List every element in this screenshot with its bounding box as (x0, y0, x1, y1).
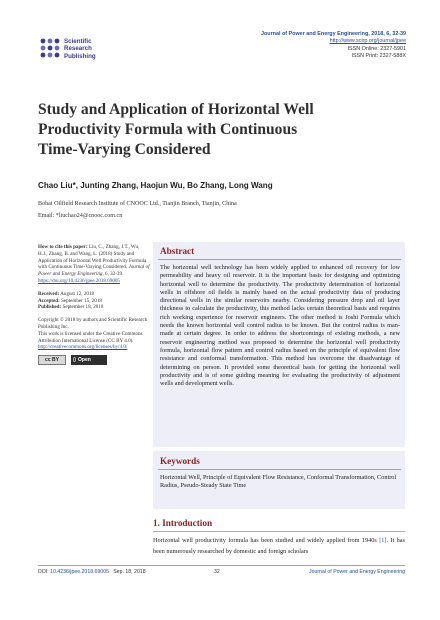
reference-link[interactable]: [1] (379, 537, 387, 544)
cc-by-badge[interactable]: cc BY (38, 355, 66, 365)
footer-doi-link[interactable]: 10.4236/jpee.2018.69005 (50, 569, 109, 575)
cite-volume: , 6, 32-39. (102, 271, 124, 278)
published-value: September 18, 2018 (62, 304, 104, 311)
issn-print: ISSN Print: 2327-588X (351, 53, 406, 60)
keywords-text: Horizontal Well, Principle of Equivalent Flow Resistance, Conformal Transformation, Control Radius, Pseudo-Steady State Time (160, 474, 397, 490)
received-date (38, 291, 150, 298)
received-value: August 12, 2018 (60, 290, 95, 297)
article-info-column (38, 244, 150, 374)
how-to-cite (38, 244, 150, 285)
introduction-text (153, 536, 405, 557)
received-label: Received: (38, 290, 60, 297)
footer-divider (38, 565, 405, 566)
abstract-divider (158, 259, 401, 260)
journal-url-link[interactable]: http://www.scirp.org/journal/jpee (329, 38, 406, 45)
publisher-logo-icon (38, 36, 62, 60)
issn-online: ISSN Online: 2327-5901 (347, 45, 406, 52)
paper-title (38, 100, 398, 160)
abstract-text: The horizontal well technology has been widely applied to enhanced oil recovery for low permeability and heavy oil reservoir. It is the important basis for designing and optimizing horizontal well to determine the productivity. The productivity determination of horizontal wells in offshore oil fields is mainly based on the actual productivity data of producing directional wells in the similar reservoirs nearby. Considering pressure drop and oil layer thickness to calculate the productivity, this method lacks certain theoretical basis and requires rich working experience for reservoir engineers. The other method is Joshi Formula which needs the known horizontal well control radius to be known. But the control radius is man-made at certain degree. In order to address the shortcomings of existing methods, a new reservoir engineering method was proposed to determine the horizontal well productivity formula, horizontal flow pattern and control radius based on the principle of equivalent flow resistance and conformal transformation. This method has overcome the disadvantage of determining on person. It provided some theoretical basis for getting the horizontal well productivity and is of some guiding meaning for evaluating the productivity of adjustment wells and development wells. (160, 264, 400, 388)
open-lock-icon (73, 357, 76, 362)
footer-date: Sep. 18, 2018 (113, 569, 146, 575)
keywords-heading: Keywords (160, 456, 200, 466)
title-line: Productivity Formula with Continuous (38, 121, 298, 138)
copyright-text: Copyright © 2018 by authors and Scientific Research Publishing Inc. (38, 317, 148, 330)
intro-text-part: Horizontal well productivity formula has been studied and widely applied from 1940s (153, 537, 380, 544)
accepted-value: September 15, 2018 (61, 297, 102, 304)
copyright-notice (38, 317, 150, 351)
license-link[interactable]: http://creativecommons.org/licenses/by/4.0/ (38, 344, 128, 351)
publisher-name-line: Scientific (64, 38, 92, 45)
affiliation: Bohai Oilfield Research Institute of CNOOC Ltd., Tianjin Branch, Tianjin, China (38, 201, 237, 207)
introduction-heading: 1. Introduction (153, 518, 213, 528)
journal-header (261, 31, 406, 61)
journal-citation: Journal of Power and Energy Engineering, 2018, 6, 32-39 (261, 31, 406, 37)
title-line: Study and Application of Horizontal Well (38, 101, 314, 118)
cite-doi-link[interactable]: https://doi.org/10.4236/jpee.2018.69005 (38, 277, 120, 284)
published-date (38, 304, 150, 311)
footer-doi-prefix: DOI: (38, 569, 51, 575)
author-list: Chao Liu*, Junting Zhang, Haojun Wu, Bo Zhang, Long Wang (38, 181, 273, 190)
title-line: Time-Varying Considered (38, 141, 211, 158)
open-access-badge[interactable] (71, 355, 107, 374)
abstract-heading: Abstract (160, 246, 195, 256)
cite-text: Liu, C., Zhang, J.T., Wu, H.J., Zhang, B. and Wang, L. (2018) Study and Application of Horizontal Well Productivity Formula with Continuous Time-Varying Considered. (38, 244, 147, 271)
license-text: This work is licensed under the Creative Commons Attribution International License (CC BY 4.0). (38, 330, 143, 344)
author-email: Email: *liuchao24@cnooc.com.cn (38, 213, 123, 219)
accepted-date (38, 298, 150, 305)
publisher-name (64, 38, 134, 60)
intro-text-part: . It has been numerously researched by domestic and foreign scholars (153, 537, 405, 555)
accepted-label: Accepted: (38, 297, 60, 304)
footer-journal-name: Journal of Power and Energy Engineering (308, 569, 405, 575)
introduction-divider (153, 531, 405, 532)
keywords-divider (158, 469, 401, 470)
cite-label: How to cite this paper: (38, 244, 88, 250)
publisher-name-line: Publishing (64, 52, 96, 60)
license-badges (38, 355, 150, 374)
footer-doi (38, 569, 146, 575)
open-access-label: Open Access (78, 357, 96, 374)
footer-page-number: 32 (214, 569, 220, 575)
publisher-logo (38, 36, 128, 66)
article-dates (38, 291, 150, 311)
cite-journal: Journal of Power and Energy Engineering (38, 264, 150, 278)
publisher-name-line: Research (64, 45, 92, 53)
published-label: Published: (38, 304, 62, 311)
